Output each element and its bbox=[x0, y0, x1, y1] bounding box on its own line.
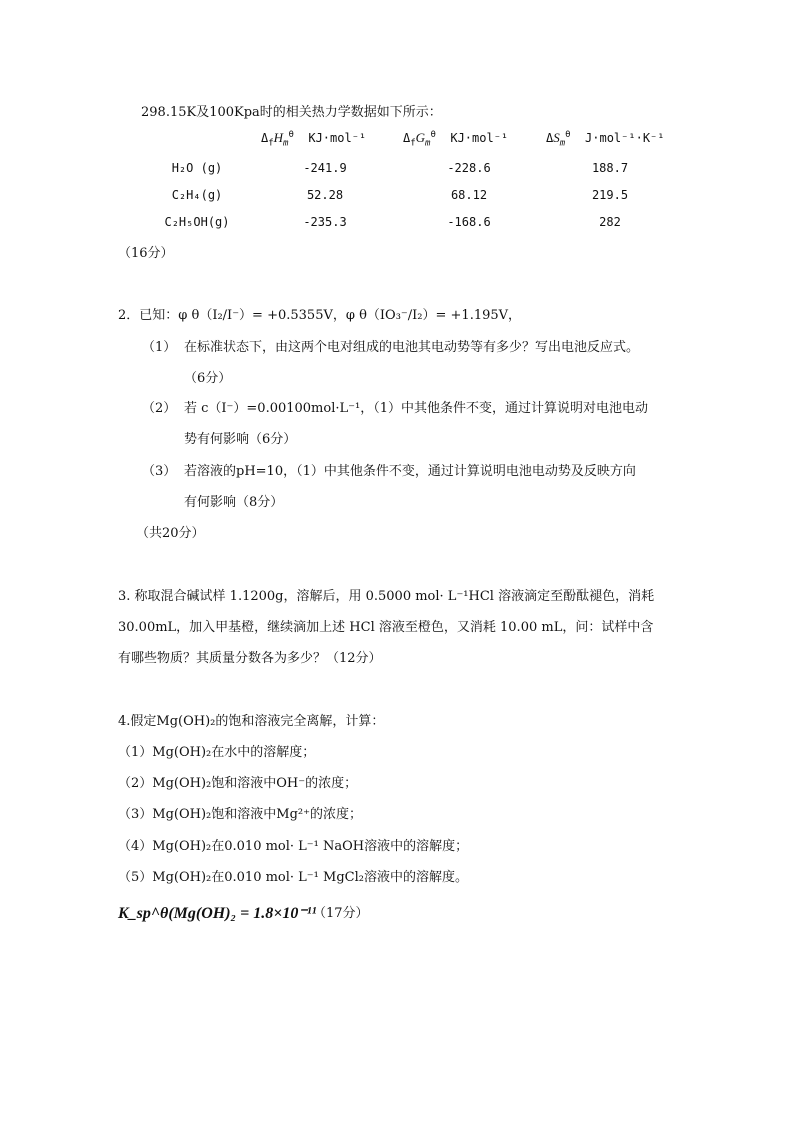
q4-item-5: （5）Mg(OH)₂在0.010 mol· L⁻¹ MgCl₂溶液中的溶解度。 bbox=[118, 870, 468, 885]
q2-item-1-text: 在标准状态下，由这两个电对组成的电池其电动势等有多少？写出电池反应式。 bbox=[184, 340, 640, 355]
q2-total-score: （共20分） bbox=[136, 526, 205, 541]
q3-line-2: 30.00mL，加入甲基橙，继续滴加上述 HCl 溶液至橙色，又消耗 10.00 mL，问：试样中含 bbox=[118, 620, 654, 635]
table-cell: -228.6 bbox=[447, 161, 491, 175]
q4-score: （17分） bbox=[313, 906, 369, 921]
q1-score: （16分） bbox=[118, 246, 174, 261]
q2-item-2-text: 若 c（I⁻）=0.00100mol·L⁻¹，（1）中其他条件不变，通过计算说明对电池电动 bbox=[184, 401, 648, 416]
q4-item-3: （3）Mg(OH)₂饱和溶液中Mg²⁺的浓度； bbox=[118, 807, 362, 822]
q4-item-1: （1）Mg(OH)₂在水中的溶解度； bbox=[118, 745, 316, 760]
q3-line-3: 有哪些物质？其质量分数各为多少？（12分） bbox=[118, 651, 382, 666]
table-cell: 68.12 bbox=[450, 188, 488, 202]
q2-item-3-text: 若溶液的pH=10，（1）中其他条件不变，通过计算说明电池电动势及反映方向 bbox=[184, 464, 636, 479]
q2-item-2-continuation: 势有何影响（6分） bbox=[184, 432, 297, 447]
q3-line-1: 3. 称取混合碱试样 1.1200g，溶解后，用 0.5000 mol· L⁻¹HCl 溶液滴定至酚酞褪色，消耗 bbox=[118, 589, 655, 604]
row-label-h2o: H₂O (g) bbox=[171, 161, 223, 175]
table-cell: 52.28 bbox=[306, 188, 344, 202]
ksp-formula: K_sp^θ(Mg(OH)₂ = 1.8×10⁻¹¹ bbox=[118, 905, 317, 922]
q2-item-1-score: （6分） bbox=[184, 371, 232, 386]
column-header-sm: $\Delta S_m^\theta$ J·mol⁻¹·K⁻¹ bbox=[546, 130, 665, 149]
q2-title: 2．已知：φ θ（I₂/I⁻）= +0.5355V，φ θ（IO₃⁻/I₂）= +1.195V， bbox=[118, 308, 522, 323]
table-cell: -235.3 bbox=[303, 215, 347, 229]
table-cell: -168.6 bbox=[447, 215, 491, 229]
q4-title: 4.假定Mg(OH)₂的饱和溶液完全离解，计算： bbox=[118, 714, 385, 729]
table-cell: 188.7 bbox=[591, 161, 629, 175]
column-header-dfhm: $\Delta_fH_m^\theta$ KJ·mol⁻¹ bbox=[261, 130, 367, 149]
q4-item-2: （2）Mg(OH)₂饱和溶液中OH⁻的浓度； bbox=[118, 776, 358, 791]
q2-item-2-number: （2） bbox=[142, 401, 177, 416]
row-label-c2h5oh: C₂H₅OH(g) bbox=[164, 215, 230, 229]
table-cell: 219.5 bbox=[591, 188, 629, 202]
q2-item-3-continuation: 有何影响（8分） bbox=[184, 495, 284, 510]
q2-item-1-number: （1） bbox=[142, 340, 177, 355]
q4-item-4: （4）Mg(OH)₂在0.010 mol· L⁻¹ NaOH溶液中的溶解度； bbox=[118, 839, 469, 854]
q2-item-3-number: （3） bbox=[142, 464, 177, 479]
table-cell: 282 bbox=[599, 215, 621, 229]
table-intro: 298.15K及100Kpa时的相关热力学数据如下所示： bbox=[141, 105, 442, 120]
row-label-c2h4: C₂H₄(g) bbox=[171, 188, 223, 202]
table-cell: -241.9 bbox=[303, 161, 347, 175]
column-header-dfgm: $\Delta_fG_m^\theta$ KJ·mol⁻¹ bbox=[403, 130, 509, 149]
